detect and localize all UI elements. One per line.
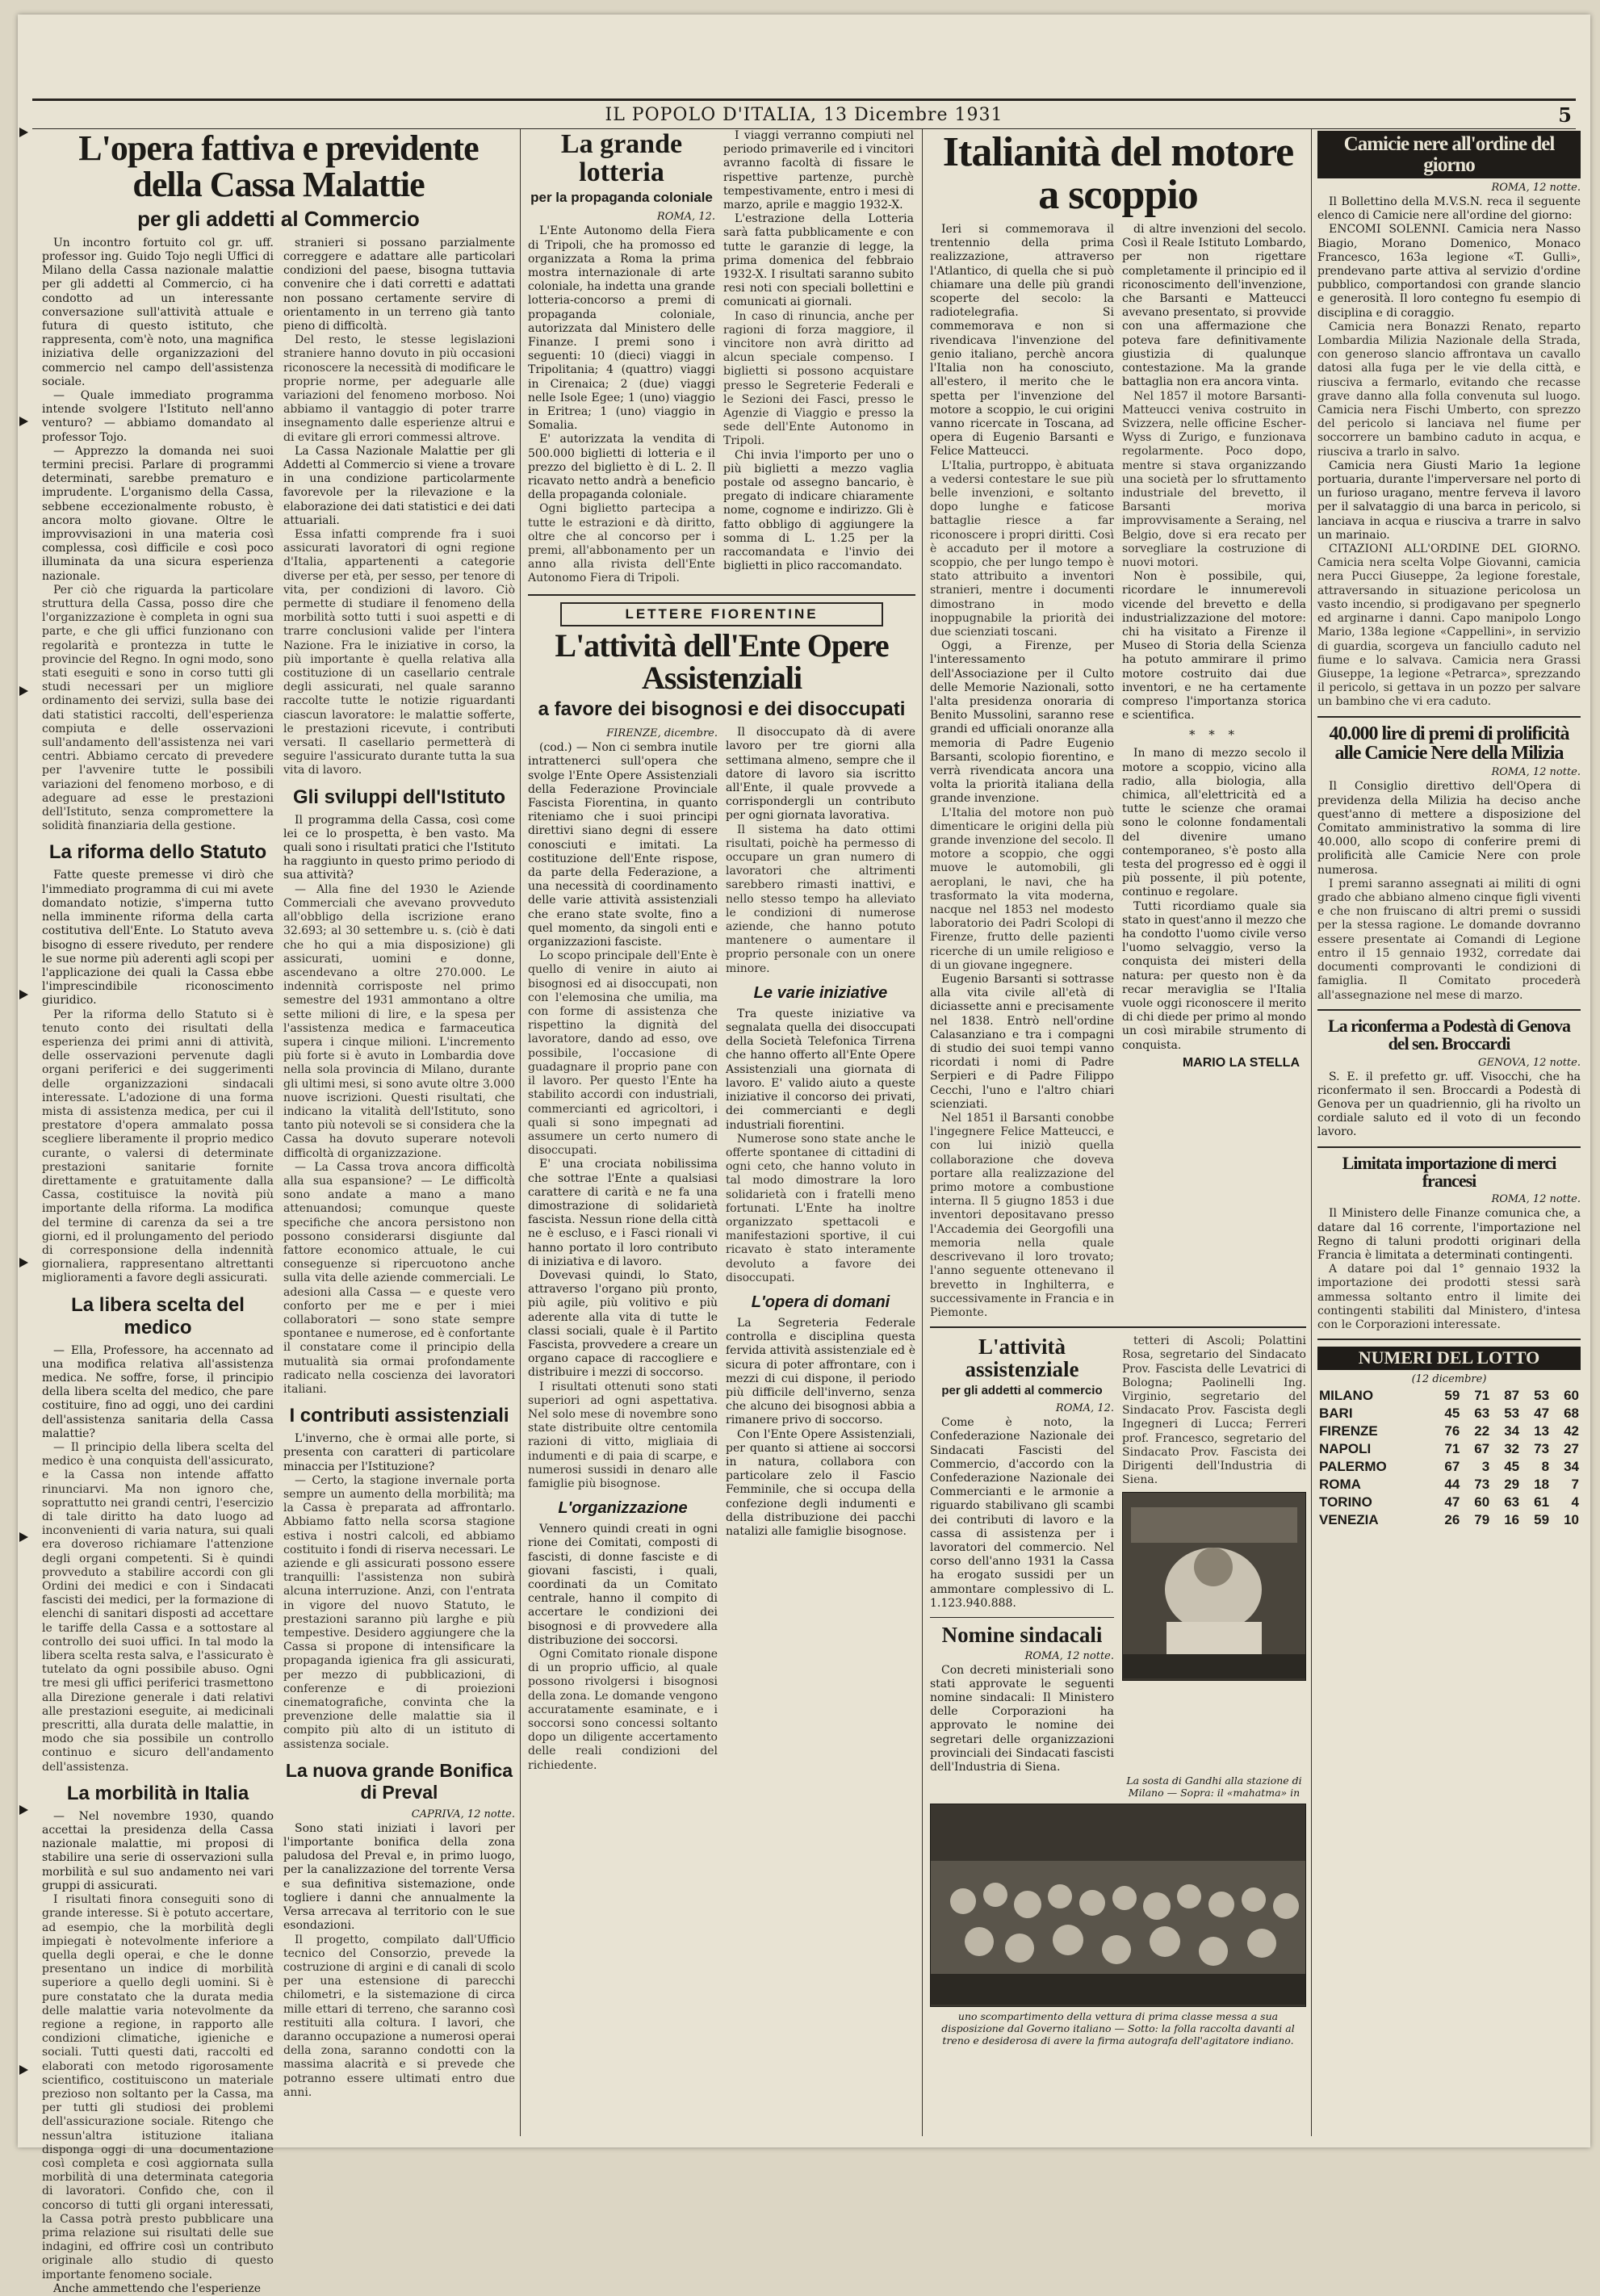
section-heading: La riforma dello Statuto: [48, 841, 267, 864]
section-heading: La nuova grande Bonifica di Preval: [285, 1759, 513, 1803]
lotto-number: 73: [1534, 1440, 1550, 1456]
paragraph: Sono stati iniziati i lavori per l'importante bonifica della zona paludosa del Preval e, in primo luogo, per la canalizzazione del torrente Versa e sua definitiva sistemazione, onde togliere i danni che annualmente la Versa arrecava al territorio con le sue esondazioni.: [283, 1821, 515, 1933]
paragraph: — Apprezzo la domanda nei suoi termini precisi. Parlare di programmi determinati, sarebbe prematuro e imprudente. L'organismo della Cassa, sebbene eccezionalmente robusto, è ancora molto giovane. Oltre le improvvisazioni in una materia così complessa, così difficile e così poco illuminata da una sicura esperienza nazionale.: [42, 444, 274, 583]
lotto-number: 27: [1564, 1440, 1579, 1456]
photo-icon: [1123, 1493, 1305, 1678]
lotto-number: 53: [1534, 1387, 1550, 1403]
paragraph: E' una crociata nobilissima che sottrae l'Ente a qualsiasi carattere di carità e ne fa una dimostrazione di solidarietà fascista. Nessun rione della città ne è escluso, e i Fasci rionali vi hanno portato il loro contributo di iniziativa e di lavoro.: [528, 1158, 718, 1268]
motore-left: Ieri si commemorava il trentennio della prima realizzazione, attraverso l'Atlantico, di quella che si può chiamare una delle più grandi scoperte del secolo: la radiotelegrafia. Si commemorava e non si rivendicava l'invenzione del genio italiano, perchè ancora l'Italia non ha conosciuto, all'estero, il merito che le spetta per l'invenzione del motore a scoppio, le cui origini vanno ricercate in Toscana, ad opera di Eugenio Barsanti e Felice Matteucci. L'Italia, purtroppo, è abituata a vedersi contestare le sue più belle invenzioni, e soltanto dopo lunghe e faticose battaglie riesce a far riconoscere i propri diritti. Così è accaduto per il motore a scoppio, che per lungo tempo è stato attribuito a inventori stranieri, mentre i documenti dimostrano in modo inoppugnabile la priorità dei due scienziati toscani. Oggi, a Firenze, per l'interessamento dell'Associazione per il Culto delle Memorie Nazionali, sotto l'alta presidenza onoraria di Benito Mussolini, saranno rese grandi ed ufficiali onoranze alla memoria di Padre Eugenio Barsanti, scolopio fiorentino, e verrà rivendicata ancora una volta la priorità italiana della grande invenzione. L'Italia del motore non può dimenticare le origini della più grande invenzione del secolo. Il motore a scoppio, che oggi muove le automobili, gli aeroplani, le navi, che ha trasformato la vita moderna, nacque nel 1853 nel modesto laboratorio dei Padri Scolopi di Firenze, frutto delle pazienti ricerche di un umile religioso e di un giovane ingegnere. Eugenio Barsanti si sottrasse alla vita civile all'età di diciassette anni e precisamente nel 1838. Entrò nell'ordine Calasanziano e tra i compagni di studio dei suoi tempi vanno ricordati i nomi di Padre Serpieri e di Padre Filippo Cecchi, l'uno e l'altro chiari scienziati. Nel 1851 il Barsanti conobbe l'ingegnere Felice Matteucci, e con lui iniziò quella collaborazione che doveva portare alla realizzazione del primo motore a combustione interna. Il 5 giugno 1853 i due inventori depositavano presso l'Accademia dei Georgofili una memoria nella quale descrivevano il loro trovato; l'anno seguente ottenevano il brevetto in Inghilterra, e successivamente in Francia e in Piemonte.: [930, 223, 1114, 1319]
lotto-city: TORINO: [1319, 1494, 1372, 1510]
paragraph: S. E. il prefetto gr. uff. Visocchi, che ha riconfermato il sen. Broccardi a Podestà di Genova per un quadriennio, gli ha rivolto un cordiale saluto ed il voto di un fecondo lavoro.: [1317, 1070, 1581, 1139]
paragraph: L'Ente Autonomo della Fiera di Tripoli, che ha promosso ed organizzata a Roma la prima mostra internazionale di arte coloniale, ha indetta una grande lotteria-concorso a premi di propaganda coloniale, autorizzata dal Ministero delle Finanze. I premi sono i seguenti: 10 (dieci) viaggi in Tripolitania; 4 (quattro) viaggi in Cirenaica; 2 (due) viaggi nelle Isole Egee; 1 (uno) viaggio in Eritrea; 1 (uno) viaggio in Somalia.: [528, 224, 715, 433]
lotteria-right: I viaggi verranno compiuti nel periodo primaverile ed i vincitori avranno facoltà di fissare le rispettive partenze, purchè tempestivamente, entro i mesi di marzo, aprile e maggio 1932-X. L'estrazione della Lotteria sarà fatta pubblicamente e con tutte le garanzie di legge, la prima domenica del febbraio 1932-X. I risultati saranno subito resi noti con speciali bollettini e comunicati ai giornali. In caso di rinuncia, anche per ragioni di forza maggiore, il vincitore non avrà diritto ad alcun speciale compenso. I biglietti si possono acquistare presso le Segreterie Federali e le Sezioni dei Fasci, presso le Agenzie di Viaggio e presso la sede dell'Ente Autonomo in Tripoli. Chi invia l'importo per uno o più biglietti a mezzo vaglia postale od assegno bancario, è pregato di indicare chiaramente nome, cognome e indirizzo. Gli è fatto obbligo di aggiungere la somma di L. 1.25 per la raccomandata e l'invio dei biglietti in plico raccomandato.: [723, 129, 914, 573]
section-heading: L'organizzazione: [558, 1499, 688, 1518]
paragraph: L'inverno, che è ormai alle porte, si presenta con caratteri di particolare minaccia per l'Istituzione?: [283, 1432, 515, 1473]
lotto-number: 4: [1571, 1494, 1579, 1510]
arrow-mark-icon: [19, 128, 29, 137]
paragraph: Il disoccupato dà di avere lavoro per tre giorni alla settimana almeno, sempre che il datore di lavoro sia iscritto all'Ente, il quale provvede a corrispondergli un contributo per ogni giornata lavorativa.: [726, 726, 915, 823]
arrow-mark-icon: [19, 990, 29, 999]
paragraph: Il Bollettino della M.V.S.N. reca il seguente elenco di Camicie nere all'ordine del giorno:: [1317, 195, 1581, 223]
lotto-number: 34: [1504, 1422, 1520, 1439]
fiorentine-left: FIRENZE, dicembre. (cod.) — Non ci sembra inutile intrattenerci sull'opera che svolge l'Ente Opere Assistenziali della Federazione Provinciale Fascista Fiorentina, in quanto riteniamo che i suoi principi direttivi siano degni di essere conosciuti e imitati. La costituzione dell'Ente rispose, da parte della Federazione, a una necessità di coordinamento delle varie attività assistenziali che erano state svolte, fino a quel momento, da singoli enti e organizzazioni fasciste. Lo scopo principale dell'Ente è quello di venire in aiuto ai bisognosi ed ai disoccupati, non con l'elemosina che umilia, ma con forme di assistenza che rispettino la dignità del lavoratore, dando ad esso, ove possibile, l'occasione di guadagnare il proprio pane con il lavoro. Per questo l'Ente ha stabilito accordi con industriali, commercianti ed agricoltori, i quali si sono impegnati ad assumere un certo numero di disoccupati. E' una crociata nobilissima che sottrae l'Ente a qualsiasi carattere di carità e ne fa una dimostrazione di solidarietà fascista. Nessun rione della città ne è escluso, e i Fasci rionali vi hanno portato il loro contributo di iniziativa e di lavoro. Dovevasi quindi, lo Stato, attraverso l'organo più pronto, più agile, più volitivo e più aderente alla vita di tutte le classi sociali, quale è il Partito Fascista, provvedere a creare un organo capace di raccogliere e distribuire i mezzi di soccorso. I risultati ottenuti sono stati superiori ad ogni aspettativa. Nel solo mese di novembre sono state distribuite oltre centomila razioni di vitto, migliaia di indumenti e di paia di scarpe, e numerosi sussidi in denaro alle famiglie più bisognose. L'organizzazione Vennero quindi creati in ogni rione dei Comitati, composti di fascisti, di donne fasciste e di giovani fascisti, i quali, coordinati da un Comitato centrale, hanno il compito di accertare le condizioni dei bisognosi e di provvedere alla distribuzione dei soccorsi. Ogni Comitato rionale dispone di un proprio ufficio, al quale possono rivolgersi i bisognosi della zona. Le domande vengono accuratamente esaminate, e i soccorsi sono concessi soltanto dopo un diligente accertamento delle reali condizioni del richiedente.: [528, 727, 718, 1772]
lotto-number: 34: [1564, 1458, 1579, 1474]
paragraph: ENCOMI SOLENNI. Camicia nera Nasso Biagio, Morano Domenico, Monaco Francesco, 163a legione «T. Gulli», prendevano parte attiva al servizio d'ordine pubblico, comportandosi con grande slancio e generosità. Il loro contegno fu esempio di disciplina e di coraggio.: [1317, 223, 1581, 320]
folio-title: IL POPOLO D'ITALIA, 13 Dicembre 1931: [605, 104, 1003, 125]
headline: Nomine sindacali: [941, 1623, 1103, 1648]
lotto-number: 47: [1444, 1494, 1460, 1510]
lotto-number: 67: [1474, 1440, 1490, 1456]
paragraph: Come è noto, la Confederazione Nazionale dei Sindacati Fascisti del Commercio, d'accordo con la Confederazione Nazionale dei Commercianti e le armonie a riguardo stabilivano gli scambi dei contributi di lavoro e la cassa di assistenza per i lavoratori del commercio. Nel corso dell'anno 1931 la Cassa ha erogato sussidi per un ammontare complessivo di L. 1.123.940.888.: [930, 1416, 1114, 1610]
lotto-number: 45: [1444, 1405, 1460, 1421]
divider: [1317, 1339, 1581, 1340]
lotto-city: MILANO: [1319, 1387, 1374, 1403]
headline: Limitata importazione di merci francesi: [1342, 1152, 1556, 1192]
lotto-number: 42: [1564, 1422, 1579, 1439]
lotto-date: (12 dicembre): [1411, 1372, 1487, 1385]
paragraph: Camicia nera Giusti Mario 1a legione portuaria, durante l'imperversare nel porto di un furioso uragano, mentre ferveva il lavoro per il salvataggio di una barca in pericolo, si lanciava in acqua e riusciva a trarre in salvo un marinaio.: [1317, 459, 1581, 542]
divider: [1317, 1009, 1581, 1011]
table-row: [1317, 1511, 1581, 1529]
paragraph: Eugenio Barsanti si sottrasse alla vita civile all'età di diciassette anni e precisamente nel 1838. Entrò nell'ordine Calasanziano e tra i compagni di studio dei suoi tempi vanno ricordati i nomi di Padre Serpieri e di Padre Filippo Cecchi, l'uno e l'altro chiari scienziati.: [930, 973, 1114, 1111]
divider: [930, 1326, 1306, 1328]
paragraph: Ieri si commemorava il trentennio della prima realizzazione, attraverso l'Atlantico, di quella che si può chiamare una delle più grandi scoperte del secolo: la radiotelegrafia. Si commemorava e non si rivendicava l'invenzione del genio italiano, perchè ancora l'Italia non ha conosciuto, all'estero, il merito che le spetta per l'invenzione del motore a scoppio, le cui origini vanno ricercate in Toscana, ad opera di Eugenio Barsanti e Felice Matteucci.: [930, 223, 1114, 459]
table-row: [1317, 1458, 1581, 1476]
lotto-number: 63: [1504, 1494, 1520, 1510]
paragraph: La Segreteria Federale controlla e disciplina questa fervida attività assistenziale ed è sicura di poter affrontare, con i mezzi di cui dispone, il periodo più difficile dell'inverno, senza che alcuno dei bisognosi abbia a rimanere privo di soccorso.: [726, 1316, 915, 1427]
paragraph: Tra queste iniziative va segnalata quella dei disoccupati della Società Telefonica Tirrena che hanno offerto all'Ente Opere Assistenziali una giornata di lavoro. E' valido aiuto a queste iniziative il concorso dei privati, dei commercianti e degli industriali fiorentini.: [726, 1007, 915, 1132]
dateline: ROMA, 12.: [1055, 1402, 1114, 1415]
separator-stars: * * *: [1188, 727, 1240, 743]
arrow-mark-icon: [19, 417, 29, 426]
paragraph: — Nel novembre 1930, quando accettai la presidenza della Cassa nazionale malattie, mi proposi di stabilire una serie di osservazioni sulla morbilità e sul suo andamento nei vari gruppi di assicurati.: [42, 1809, 274, 1892]
photo-block: tetteri di Ascoli; Polattini Rosa, segretario del Sindacato Prov. Fascista delle Levatrici di Bologna; Paolinelli Ing. Virginio, segretario del Sindacato Prov. Fascista degli Ingegneri di Lucca; Ferreri prof. Francesco, segretario del Sindacato Prov. Fascista dei Dirigenti dell'Industria di Siena.: [1122, 1334, 1306, 1774]
arrow-mark-icon: [19, 1805, 29, 1815]
divider: [528, 594, 915, 596]
table-row: [1317, 1405, 1581, 1422]
paragraph: Con decreti ministeriali sono stati approvate le seguenti nomine sindacali: Il Ministero delle Corporazioni ha approvato le nomine dei segretari delle organizzazioni provinciali dei Sindacati fascisti dell'Industria di Siena.: [930, 1663, 1114, 1774]
arrow-mark-icon: [19, 1258, 29, 1267]
paragraph: Il Ministero delle Finanze comunica che, a datare dal 16 corrente, l'importazione nel Regno di taluni prodotti originari della Francia è limitata a determinati contingenti.: [1317, 1207, 1581, 1263]
lotto-table: [1317, 1387, 1581, 1529]
paragraph: Il Consiglio direttivo dell'Opera di previdenza della Milizia ha deciso anche quest'anno di mettere a disposizione del Comitato amministrativo la somma di lire 40.000, allo scopo di conferire premi di prolificità alle Camicie Nere con prole numerosa.: [1317, 780, 1581, 877]
paragraph: di altre invenzioni del secolo. Così il Reale Istituto Lombardo, per non rigettare completamente il principio ed il riconoscimento dell'invenzione, che Barsanti e Matteucci avevano presentato, si provvide con una affermazione che poteva fare definitivamente giustizia di qualunque contestazione. Ma la grande battaglia non era ancora vinta.: [1122, 223, 1306, 389]
photo-caption: La sosta di Gandhi alla stazione di Milano — Sopra: il «mahatma» in: [1126, 1774, 1302, 1800]
section-heading: L'opera di domani: [751, 1293, 890, 1311]
lotto-number: 76: [1444, 1422, 1460, 1439]
lotto-number: 60: [1474, 1494, 1490, 1510]
dateline: ROMA, 12 notte.: [1024, 1649, 1114, 1662]
lotto-city: ROMA: [1319, 1476, 1361, 1492]
paragraph: Tutti ricordiamo quale sia stato in quest'anno il mezzo che ha condotto l'uomo civile verso l'uomo selvaggio, verso la conquista dei misteri della natura: per questo non è da recar meraviglia se l'Italia vuole oggi riconoscere il merito di chi diede per primo al mondo un così mirabile strumento di conquista.: [1122, 899, 1306, 1052]
headline: Camicie nere all'ordine del giorno: [1317, 131, 1581, 178]
divider: [1317, 1146, 1581, 1148]
dateline: GENOVA, 12 notte.: [1478, 1056, 1581, 1069]
lotto-number: 87: [1504, 1387, 1520, 1403]
headline: La grande lotteria: [560, 129, 683, 187]
paragraph: Non è possibile, qui, ricordare le innumerevoli vicende del brevetto e della industrializzazione del motore: chi ha visitato a Firenze il Museo di Storia della Scienza ha potuto ammirare il primo motore costruito dai due inventori, e ne ha certamente compreso l'importanza storica e scientifica.: [1122, 570, 1306, 723]
headline: 40.000 lire di premi di prolificità alle Camicie Nere della Milizia: [1329, 723, 1569, 764]
paragraph: Oggi, a Firenze, per l'interessamento dell'Associazione per il Culto delle Memorie Nazionali, sotto l'alta presidenza onoraria di Benito Mussolini, saranno rese grandi ed ufficiali onoranze alla memoria di Padre Eugenio Barsanti, scolopio fiorentino, e verrà rivendicata ancora una volta la priorità italiana della grande invenzione.: [930, 639, 1114, 806]
newspaper-page: [18, 15, 1590, 2295]
subhead: a favore dei bisognosi e dei disoccupati: [538, 698, 906, 721]
section-heading: Gli sviluppi dell'Istituto: [292, 786, 506, 808]
article-lotteria: [528, 129, 915, 2136]
headline: La riconferma a Podestà di Genova del sen. Broccardi: [1327, 1015, 1571, 1054]
lotto-number: 8: [1541, 1458, 1550, 1474]
article-right-column: Camicie nere all'ordine del giorno ROMA, 12 notte. Il Bollettino della M.V.S.N. reca il seguente elenco di Camicie nere all'ordine del giorno: ENCOMI SOLENNI. Camicia nera Nasso Biagio, Morano Domenico, Monaco Francesco, 163a legione «T. Gulli», prendevano parte attiva al servizio d'ordine pubblico, comportandosi con grande slancio e generosità. Il loro contegno fu esempio di disciplina e di coraggio. Camicia nera Bonazzi Renato, reparto Lombardia Milizia Nazionale della Strada, con generoso slancio affrontava un cavallo datosi alla fuga per le vie della città, e riusciva a fermarlo, evitando che recasse grave danno alla folla convenuta sul luogo. Camicia nera Fischi Umberto, con sprezzo del pericolo si lanciava nel fiume per soccorrere un bambino caduto in acqua, e riusciva a trarlo in salvo. Camicia nera Giusti Mario 1a legione portuaria, durante l'imperversare nel porto di un furioso uragano, mentre ferveva il lavoro per il salvataggio di una barca in pericolo, si lanciava in acqua e riusciva a trarre in salvo un marinaio. CITAZIONI ALL'ORDINE DEL GIORNO. Camicia nera scelta Volpe Giovanni, camicia nera Pucci Giuseppe, 2a legione forestale, attraversando in situazione pericolosa un vasto incendio, si prodigavano per spegnerlo ed arginarne i danni. Capo manipolo Longo Mario, 138a legione «Cappellini», in servizio di guardia, scorgeva un fanciullo caduto nel fiume e lo salvava. Camicia nera Grassi Giuseppe, 1a legione «Petrarca», sprezzando il pericolo, si gettava in un pozzo per salvare un bambino che vi era caduto. 40.000 lire di premi di prolificità alle Camicie Nere della Milizia ROMA, 12 notte. Il Consiglio direttivo dell'Opera di previdenza della Milizia ha deciso anche quest'anno di mettere a disposizione del Comitato amministrativo la somma di lire 40.000, allo scopo di conferire premi di prolificità alle Camicie Nere con prole numerosa. I premi saranno assegnati ai militi di ogni grado che abbiano almeno cinque figli viventi e che non fruiscano di altri premi o sussidi per la stessa ragione. Le domande dovranno essere presentate ai Comandi di Legione entro il 15 gennaio 1932, corredate dai documenti comprovanti le condizioni di famiglia. Il Comitato procederà all'assegnazione nel mese di marzo. La riconferma a Podestà di Genova del sen. Broccardi GENOVA, 12 notte. S. E. il prefetto gr. uff. Visocchi, che ha riconfermato il sen. Broccardi a Podestà di Genova per un quadriennio, gli ha rivolto un cordiale saluto ed il voto di un fecondo lavoro. Limitata importazione di merci francesi ROMA, 12 notte. Il Ministero delle Finanze comunica che, a datare dal 16 corrente, l'importazione nel Regno di taluni prodotti originari della Francia è limitata a determinati contingenti. A datare poi dal 1° gennaio 1932 la importazione dei prodotti stessi sarà ammessa soltanto entro il limite dei contingenti stabiliti dal Ministero, d'intesa con le Corporazioni interessate. NUMERI DEL LOTTO (12 dicembre) MILANO 59 71 87 53 60 BARI 45 63 53 47 68 FIRENZE 76 22 34 13 42 NAPOLI 71 67 32 73 27 PALERMO 67 3 45 8 34 ROMA 44 73 29 18 7 TORINO 47 60 63 61 4 VENEZIA 26 79 16 59 10: [1317, 129, 1581, 2136]
article-motore: [930, 129, 1306, 2136]
paragraph: Dovevasi quindi, lo Stato, attraverso l'organo più pronto, più agile, più volitivo e più aderente alla vita di tutte le classi sociali, quale è il Partito Fascista, provvedere a creare un organo capace di raccogliere e distribuire i mezzi di soccorso.: [528, 1268, 718, 1380]
table-row: [1317, 1476, 1581, 1494]
lotto-title: NUMERI DEL LOTTO: [1317, 1347, 1581, 1369]
paragraph: Un incontro fortuito col gr. uff. professor ing. Guido Tojo negli Uffici di Milano della Cassa nazionale malattie per gli addetti al Commercio, ci ha condotto ad un interessante conversazione sull'attività attuale e futura di questo istituto, che rappresenta, com'è noto, una magnifica iniziativa delle organizzazioni del commercio nel campo dell'assistenza sociale.: [42, 236, 274, 388]
kicker: LETTERE FIORENTINE: [560, 602, 883, 626]
headline: L'opera fattiva e previdente della Cassa Malattie: [78, 128, 479, 204]
lotto-number: 63: [1474, 1405, 1490, 1421]
table-row: [1317, 1440, 1581, 1458]
section-heading: La libera scelta del medico: [71, 1293, 245, 1339]
binding-marks: [18, 15, 32, 2147]
lotto-number: 59: [1534, 1511, 1550, 1527]
fiorentine-right: Il disoccupato dà di avere lavoro per tre giorni alla settimana almeno, sempre che il datore di lavoro sia iscritto all'Ente, il quale provvede a corrispondergli un contributo per ogni giornata lavorativa. Il sistema ha dato ottimi risultati, poichè ha permesso di occupare un gran numero di lavoratori che altrimenti sarebbero rimasti inattivi, e nello stesso tempo ha alleviato le condizioni di numerose aziende, che hanno potuto mantenere o aumentare il proprio personale con un onere minore. Le varie iniziative Tra queste iniziative va segnalata quella dei disoccupati della Società Telefonica Tirrena che hanno offerto all'Ente Opere Assistenziali una giornata di lavoro. E' valido aiuto a queste iniziative il concorso dei privati, dei commercianti e degli industriali fiorentini. Numerose sono state anche le offerte spontanee di cittadini di ogni ceto, che hanno voluto in tal modo dimostrare la loro solidarietà con i fratelli meno fortunati. L'Ente ha inoltre organizzato spettacoli e manifestazioni sportive, il cui ricavato è stato interamente devoluto a favore dei disoccupati. L'opera di domani La Segreteria Federale controlla e disciplina questa fervida attività assistenziale ed è sicura di poter affrontare, con i mezzi di cui dispone, il periodo più difficile dell'inverno, senza che alcuno dei bisognosi abbia a rimanere privo di soccorso. Con l'Ente Opere Assistenziali, per quanto si attiene ai soccorsi in natura, collabora con particolare zelo il Fascio Femminile, che si occupa della confezione degli indumenti e della distribuzione dei pacchi natalizi alle famiglie bisognose.: [726, 726, 915, 1538]
table-row: [1317, 1387, 1581, 1405]
lotto-number: 68: [1564, 1405, 1579, 1421]
section-heading: I contributi assistenziali: [289, 1405, 509, 1427]
lotto-number: 53: [1504, 1405, 1520, 1421]
paragraph: In mano di mezzo secolo il motore a scoppio, vicino alla radio, alla biologia, alla chimica, all'elettricità ed a tutte le scienze che oramai sono le colonne fondamentali del divenire umano contemporaneo, s'è posto alla testa del progresso ed è oggi il più possente, il più potente, continuo e regolare.: [1122, 747, 1306, 899]
lotto-number: 16: [1504, 1511, 1520, 1527]
motore-right: di altre invenzioni del secolo. Così il Reale Istituto Lombardo, per non rigettare completamente il principio ed il riconoscimento dell'invenzione, che Barsanti e Matteucci avevano presentato, si provvide con una affermazione che poteva fare definitivamente giustizia di qualunque contestazione. Ma la grande battaglia non era ancora vinta. Nel 1857 il motore Barsanti-Matteucci veniva costruito in Svizzera, nelle officine Escher-Wyss di Zurigo, e funzionava regolarmente. Poco dopo, mentre si stava organizzando una società per lo sfruttamento industriale del brevetto, il Barsanti moriva improvvisamente a Seraing, nel Belgio, dove si era recato per sorvegliare la costruzione di nuovi motori. Non è possibile, qui, ricordare le innumerevoli vicende del brevetto e della industrializzazione del motore: chi ha visitato a Firenze il Museo di Storia della Scienza ha potuto ammirare il primo motore costruito dai due inventori, e ne ha certamente compreso l'importanza storica e scientifica. * * * In mano di mezzo secolo il motore a scoppio, vicino alla radio, alla biologia, alla chimica, all'elettricità ed a tutte le scienze che oramai sono le colonne fondamentali del divenire umano contemporaneo, s'è posto alla testa del progresso ed è oggi il più possente, il più potente, continuo e regolare. Tutti ricordiamo quale sia stato in quest'anno il mezzo che ha condotto l'uomo civile verso l'uomo selvaggio, verso la conquista dei misteri della natura: per questo non è da recar meraviglia se l'Italia vuole oggi riconoscere il merito di chi diede per primo al mondo un così mirabile strumento di conquista. MARIO LA STELLA: [1122, 223, 1306, 1070]
paragraph: Con l'Ente Opere Assistenziali, per quanto si attiene ai soccorsi in natura, collabora con particolare zelo il Fascio Femminile, che si occupa della confezione degli indumenti e della distribuzione dei pacchi natalizi alle famiglie bisognose.: [726, 1427, 915, 1538]
lotto-number: 73: [1474, 1476, 1490, 1492]
dateline: ROMA, 12.: [656, 211, 715, 224]
lotto-number: 32: [1504, 1440, 1520, 1456]
section-heading: Le varie iniziative: [753, 983, 888, 1002]
headline: Italianità del motore a scoppio: [942, 129, 1294, 219]
subhead: per gli addetti al Commercio: [137, 206, 420, 231]
subcolumn-right: stranieri si possano parzialmente correggere e adattare alle particolari condizioni del paese, bisogna tuttavia convenire che i dati corretti e adattati non possano certamente servire di orientamento in un terreno già tanto pieno di difficoltà. Del resto, le stesse legislazioni straniere hanno dovuto in più occasioni riconoscere la necessità di modificare le proprie norme, per adeguarle alle variazioni del fenomeno morboso. Noi abbiamo il vantaggio di poter trarre insegnamento dalle esperienze altrui e di evitare gli errori commessi altrove. La Cassa Nazionale Malattie per gli Addetti al Commercio si viene a trovare in una condizione particolarmente favorevole per la rilevazione e la elaborazione dei dati statistici e dei dati attuariali. Essa infatti comprende fra i suoi assicurati lavoratori di ogni regione d'Italia, appartenenti a categorie diverse per età, per sesso, per tenore di vita, per condizioni di lavoro. Ciò permette di studiare il fenomeno della morbilità sotto tutti i suoi aspetti e di trarre conclusioni valide per l'intera Nazione. Fra le iniziative in corso, la più importante è quella relativa alla costituzione di un casellario centrale degli assicurati, nel quale saranno raccolte tutte le notizie riguardanti ciascun lavoratore: le malattie sofferte, le prestazioni ricevute, i contributi versati. Il casellario permetterà di seguire l'assicurato durante tutta la sua vita di lavoro. Gli sviluppi dell'Istituto Il programma della Cassa, così come lei ce lo prospetta, è ben vasto. Ma quali sono i risultati pratici che l'Istituto ha raggiunto in questo primo periodo di sua attività? — Alla fine del 1930 le Aziende Commerciali che avevano provveduto all'obbligo della iscrizione erano 32.693; al 30 settembre u. s. (ciò è dati che ho qui a mia disposizione) gli assicurati, uomini e donne, ascendevano a oltre 270.000. Le indennità corrisposte nel primo semestre del 1931 ammontano a oltre sette milioni di lire, e la spesa per l'assistenza medica e farmaceutica supera i cinque milioni. L'incremento più forte si è avuto in Lombardia dove nella sola provincia di Milano, durante gli ultimi mesi, si sono avute oltre 3.000 nuove iscrizioni. Questi risultati, che indicano la vitalità dell'Istituto, sono tanto più notevoli se si considera che la Cassa ha dovuto superare notevoli difficoltà di organizzazione. — La Cassa trova ancora difficoltà alla sua espansione? — Le difficoltà sono andate a mano a mano attenuandosi; comunque queste specifiche che ancora persistono non possono considerarsi disgiunte dal fattore economico attuale, le cui conseguenze si ripercuotono anche sulla vita delle aziende commerciali. Le adesioni alla Cassa — e queste vero conforto per me e per i miei collaboratori — sono state sempre spontanee e numerose, ed è confortante il constatare come il principio della mutualità sia ormai profondamente radicato nella coscienza dei lavoratori italiani. I contributi assistenziali L'inverno, che è ormai alle porte, si presenta con caratteri di particolare minaccia per l'Istituzione? — Certo, la stagione invernale porta sempre un aumento della morbilità; ma la Cassa è preparata ad affrontarlo. Abbiamo fatto nella scorsa stagione estiva i nostri calcoli, ed abbiamo costituito i fondi di riserva necessari. Le aziende e gli assicurati possono essere tranquilli: l'assistenza non subirà alcuna interruzione. Anzi, con l'entrata in vigore del nuovo Statuto, le prestazioni saranno più larghe e più tempestive. Desidero aggiungere che la Cassa si propone di intensificare la propaganda igienica fra gli assicurati, per mezzo di pubblicazioni, di conferenze e di proiezioni cinematografiche, convinta che la prevenzione delle malattie sia il compito più alto di un istituto di assistenza sociale. La nuova grande Bonifica di Preval CAPRIVA, 12 notte. Sono stati iniziati i lavori per l'importante bonifica della zona paludosa del Preval e, in primo luogo, per la canalizzazione del torrente Versa e sua definitiva sistemazione, onde togliere i danni che annualmente la Versa arrecava al territorio con le sue esondazioni. Il progetto, compilato dall'Ufficio tecnico del Consorzio, prevede la costruzione di argini e di canali di scolo per una estensione di parecchi chilometri, e la sistemazione di circa mille ettari di terreno, che saranno così restituiti alla coltura. I lavori, che daranno occupazione a numerosi operai della zona, saranno condotti con la massima alacrità e si prevede che potranno essere ultimati entro due anni.: [283, 236, 515, 2099]
arrow-mark-icon: [19, 2065, 29, 2075]
lotto-number: 71: [1444, 1440, 1460, 1456]
lotto-number: 79: [1474, 1511, 1490, 1527]
arrow-mark-icon: [19, 1532, 29, 1542]
lotto-number: 71: [1474, 1387, 1490, 1403]
page-number: 5: [1558, 103, 1573, 127]
lotto-number: 45: [1504, 1458, 1520, 1474]
paragraph: La Cassa Nazionale Malattie per gli Addetti al Commercio si viene a trovare in una condizione particolarmente favorevole per la rilevazione e la elaborazione dei dati statistici e dei dati attuariali.: [283, 444, 515, 527]
section-heading: La morbilità in Italia: [66, 1782, 249, 1804]
assistenziale-block: [930, 1334, 1114, 1774]
lotto-number: 13: [1534, 1422, 1550, 1439]
dateline: ROMA, 12 notte.: [1491, 1193, 1581, 1206]
lotto-city: BARI: [1319, 1405, 1353, 1421]
lotto-number: 3: [1481, 1458, 1490, 1474]
table-row: [1317, 1422, 1581, 1440]
table-row: [1317, 1494, 1581, 1511]
headline: L'attività assistenziale: [965, 1334, 1079, 1381]
lotto-number: 29: [1504, 1476, 1520, 1492]
lotto-number: 18: [1534, 1476, 1550, 1492]
lotto-number: 44: [1444, 1476, 1460, 1492]
lotteria-left: La grande lotteria per la propaganda coloniale ROMA, 12. L'Ente Autonomo della Fiera di Tripoli, che ha promosso ed organizzata a Roma la prima mostra internazionale di arte coloniale, ha indetta una grande lotteria-concorso a premi di propaganda coloniale, autorizzata dal Ministero delle Finanze. I premi sono i seguenti: 10 (dieci) viaggi in Tripolitania; 4 (quattro) viaggi in Cirenaica; 2 (due) viaggi nelle Isole Egee; 1 (uno) viaggio in Eritrea; 1 (uno) viaggio in Somalia. E' autorizzata la vendita di 500.000 biglietti di lotteria e il prezzo del biglietto è di L. 2. Il ricavato netto andrà a beneficio della propaganda coloniale. Ogni biglietto partecipa a tutte le estrazioni e dà diritto, oltre che al concorso per i premi, all'abbonamento per un anno alla rivista dell'Ente Autonomo Fiera di Tripoli.: [528, 129, 715, 585]
headline: L'attività dell'Ente Opere Assistenziali: [555, 626, 889, 697]
lotto-city: VENEZIA: [1319, 1511, 1379, 1527]
paragraph: E' autorizzata la vendita di 500.000 biglietti di lotteria e il prezzo del biglietto è di L. 2. Il ricavato netto andrà a beneficio della propaganda coloniale.: [528, 433, 715, 502]
lotto-number: 61: [1534, 1494, 1550, 1510]
lotto-number: 10: [1564, 1511, 1579, 1527]
divider: [930, 1617, 1114, 1618]
lotto-number: 26: [1444, 1511, 1460, 1527]
subhead: per la propaganda coloniale: [530, 190, 713, 206]
paragraph: Il programma della Cassa, così come lei ce lo prospetta, è ben vasto. Ma quali sono i risultati pratici che l'Istituto ha raggiunto in questo primo periodo di sua attività?: [283, 813, 515, 882]
dateline: CAPRIVA, 12 notte.: [411, 1808, 515, 1820]
lotto-number: 67: [1444, 1458, 1460, 1474]
lotto-city: PALERMO: [1319, 1458, 1387, 1474]
column-rule: [922, 129, 923, 2136]
dateline: FIRENZE, dicembre.: [606, 727, 718, 740]
folio-bar: [32, 98, 1576, 129]
paragraph: — Quale immediato programma intende svolgere l'Istituto nell'anno venturo? — abbiamo domandato al professor Tojo.: [42, 388, 274, 444]
photo-gandhi-bottom: [930, 1804, 1306, 2007]
photo-caption: uno scompartimento della vettura di prima classe messa a sua disposizione dal Governo italiano — Sotto: la folla raccolta davanti al treno e desiderosa di avere la firma autografa dell'agitatore indiano.: [941, 2010, 1295, 2047]
lotto-number: 22: [1474, 1422, 1490, 1439]
paragraph: stranieri si possano parzialmente correggere e adattare alle particolari condizioni del paese, bisogna tuttavia convenire che i dati corretti e adattati non possano certamente servire di orientamento in un terreno già tanto pieno di difficoltà.: [283, 236, 515, 333]
paragraph: Vennero quindi creati in ogni rione dei Comitati, composti di fascisti, di donne fasciste e di giovani fascisti, i quali, coordinati da un Comitato centrale, hanno il compito di accertare le condizioni dei bisognosi e di provvedere alla distribuzione dei soccorsi.: [528, 1523, 718, 1647]
article-cassa-malattie: [42, 128, 515, 2295]
lotto-city: NAPOLI: [1319, 1440, 1372, 1456]
paragraph: Anche ammettendo che l'esperienze: [53, 2281, 262, 2295]
lotto-number: 47: [1534, 1405, 1550, 1421]
paragraph: Fatte queste premesse vi dirò che l'immediato programma di cui mi avete domandato notizie, s'imperna tutto nella imminente riforma della carta costitutiva dell'Ente. Lo Statuto aveva bisogno di essere riveduto, per rendere le sue norme più aderenti agli scopi per l'applicazione dei quali la Cassa ebbe l'imprescindibile riconoscimento giuridico.: [42, 869, 274, 1008]
dateline: ROMA, 12 notte.: [1491, 766, 1581, 779]
paragraph: Chi invia l'importo per uno o più biglietti a mezzo vaglia postale od assegno bancario, è pregato di indicare chiaramente nome, cognome e indirizzo. Gli è fatto obbligo di aggiungere la somma di L. 1.25 per la raccomandata e l'invio dei biglietti in plico raccomandato.: [723, 448, 914, 573]
lotto-number: 59: [1444, 1387, 1460, 1403]
paragraph: L'estrazione della Lotteria sarà fatta pubblicamente e con tutte le garanzie di legge, la prima domenica del febbraio 1932-X. I risultati saranno subito resi noti con speciali bollettini e comunicati ai giornali.: [723, 212, 914, 309]
dateline: ROMA, 12 notte.: [1491, 182, 1581, 194]
lotto-city: FIRENZE: [1319, 1422, 1378, 1439]
lotto-number: 60: [1564, 1387, 1579, 1403]
paragraph: (cod.) — Non ci sembra inutile intrattenerci sull'opera che svolge l'Ente Opere Assistenziali della Federazione Provinciale Fascista Fiorentina, in quanto riteniamo che i suoi principi direttivi siano degni di essere conosciuti e imitati. La costituzione dell'Ente rispose, da parte della Federazione, a una necessità di coordinamento delle varie attività assistenziali che erano state svolte, fino a quel momento, da singoli enti e organizzazioni fasciste.: [528, 741, 718, 949]
photo-icon: [931, 1804, 1305, 2005]
paragraph: — Ella, Professore, ha accennato ad una modifica relativa all'assistenza medica. Ne soffre, forse, il principio della libera scelta del medico, che pare costituire, fino ad oggi, uno dei cardini dell'assistenza sanitaria della Cassa malattie?: [42, 1343, 274, 1440]
byline: MARIO LA STELLA: [1182, 1055, 1300, 1070]
subhead: per gli addetti al commercio: [941, 1384, 1103, 1398]
column-rule: [1311, 129, 1312, 2136]
paragraph: I viaggi verranno compiuti nel periodo primaverile ed i vincitori avranno facoltà di fissare le rispettive partenze, purchè tempestivamente, entro i mesi di marzo, aprile e maggio 1932-X.: [723, 129, 914, 212]
lotto-number: 7: [1571, 1476, 1579, 1492]
divider: [1317, 716, 1581, 718]
photo-gandhi-top: [1122, 1492, 1306, 1681]
subcolumn-left: Un incontro fortuito col gr. uff. professor ing. Guido Tojo negli Uffici di Milano della Cassa nazionale malattie per gli addetti al Commercio, ci ha condotto ad un interessante conversazione sull'attività attuale e futura di questo istituto, che rappresenta, com'è noto, una magnifica iniziativa delle organizzazioni del commercio nel campo dell'assistenza sociale. — Quale immediato programma intende svolgere l'Istituto nell'anno venturo? — abbiamo domandato al professor Tojo. — Apprezzo la domanda nei suoi termini precisi. Parlare di programmi determinati, sarebbe prematuro e imprudente. L'organismo della Cassa, sebbene eccezionalmente robusto, è ancora molto giovane. Oltre le improvvisazioni in una materia così complessa, così difficile e così poco illuminata da una sicura esperienza nazionale. Per ciò che riguarda la particolare struttura della Cassa, posso dire che l'organizzazione è completa in ogni sua parte, e che gli uffici funzionano con regolarità e prontezza in tutte le provincie del Regno. In ogni modo, sono stati eseguiti e sono in corso tutti gli studi necessari per un migliore ordinamento dei servizi, sulla base dei dati statistici raccolti, dell'esperienza compiuta e delle osservazioni sull'andamento dell'assistenza nei vari centri. Abbiamo cercato di prevedere per l'avvenire tutte le possibili variazioni del fenomeno morboso, e di adeguare ad esse le prestazioni dell'Istituto, senza compromettere la solidità finanziaria della gestione. La riforma dello Statuto Fatte queste premesse vi dirò che l'immediato programma di cui mi avete domandato notizie, s'imperna tutto nella imminente riforma della carta costitutiva dell'Ente. Lo Statuto aveva bisogno di essere riveduto, per rendere le sue norme più aderenti agli scopi per l'applicazione dei quali la Cassa ebbe l'imprescindibile riconoscimento giuridico. Per la riforma dello Statuto si è tenuto conto dei risultati della esperienza dei primi anni di attività, delle osservazioni pervenute dagli organi periferici e dei suggerimenti delle organizzazioni sindacali interessate. L'adozione di una forma mista di assistenza medica, per cui il prestatore d'opera ammalato possa scegliere liberamente il proprio medico curante, o valersi di determinate prestazioni sanitarie fornite direttamente e gratuitamente dalla Cassa, costituisce la novità più importante della riforma. La modifica del termine di carenza da sei a tre giorni, ed il prolungamento del periodo di corresponsione della indennità giornaliera, rappresentano altrettanti miglioramenti a favore degli assicurati. La libera scelta del medico — Ella, Professore, ha accennato ad una modifica relativa all'assistenza medica. Ne soffre, forse, il principio della libera scelta del medico, che pare costituire, fino ad oggi, uno dei cardini dell'assistenza sanitaria della Cassa malattie? — Il principio della libera scelta del medico è una conquista dell'assicurato, e la Cassa non intende affatto rinunciarvi. Ma non ignoro che, soprattutto nei grandi centri, l'esercizio di tale diritto ha dato luogo ad inconvenienti di varia natura, sui quali era doveroso richiamare l'attenzione degli organi competenti. Si è quindi provveduto a stabilire accordi con gli Ordini dei medici e con i Sindacati fascisti dei medici, per la formazione di elenchi di sanitari disposti ad accettare le tariffe della Cassa e a sottostare al controllo dei suoi uffici. In tal modo la libera scelta resta salva, e l'assicurato è tutelato da ogni possibile abuso. Ogni tre mesi gli uffici periferici trasmettono alla Direzione generale i dati relativi alle prestazioni eseguite, ai medicinali prescritti, alla durata delle malattie, in modo che sia possibile un controllo continuo e sicuro dell'andamento dell'assistenza. La morbilità in Italia — Nel novembre 1930, quando accettai la presidenza della Cassa nazionale malattie, mi proposi di stabilire una serie di osservazioni sulla morbilità e sul suo andamento nei vari gruppi di assicurati. I risultati finora conseguiti sono di grande interesse. Si è potuto accertare, ad esempio, che la morbilità degli impiegati è notevolmente inferiore a quella degli operai, e che le donne presentano un indice di morbilità superiore a quello degli uomini. Si è pure constatato che la durata media delle malattie varia notevolmente da regione a regione, in rapporto alle condizioni climatiche, igieniche e sociali. Tutti questi dati, raccolti ed elaborati con metodo rigorosamente scientifico, costituiscono un materiale prezioso non soltanto per la Cassa, ma per tutti gli studiosi dei problemi dell'assicurazione sociale. Ritengo che nessun'altra istituzione italiana disponga oggi di una documentazione così completa e così aggiornata sulla morbilità di una determinata categoria di lavoratori. Confido che, con il concorso di tutti gli organi interessati, la Cassa potrà presto pubblicare una prima relazione sui risultati delle sue indagini, ed offrire così un contributo originale allo studio di questo importante fenomeno sociale. Anche ammettendo che l'esperienze: [42, 236, 274, 2295]
column-rule: [520, 129, 521, 2136]
arrow-mark-icon: [19, 686, 29, 696]
